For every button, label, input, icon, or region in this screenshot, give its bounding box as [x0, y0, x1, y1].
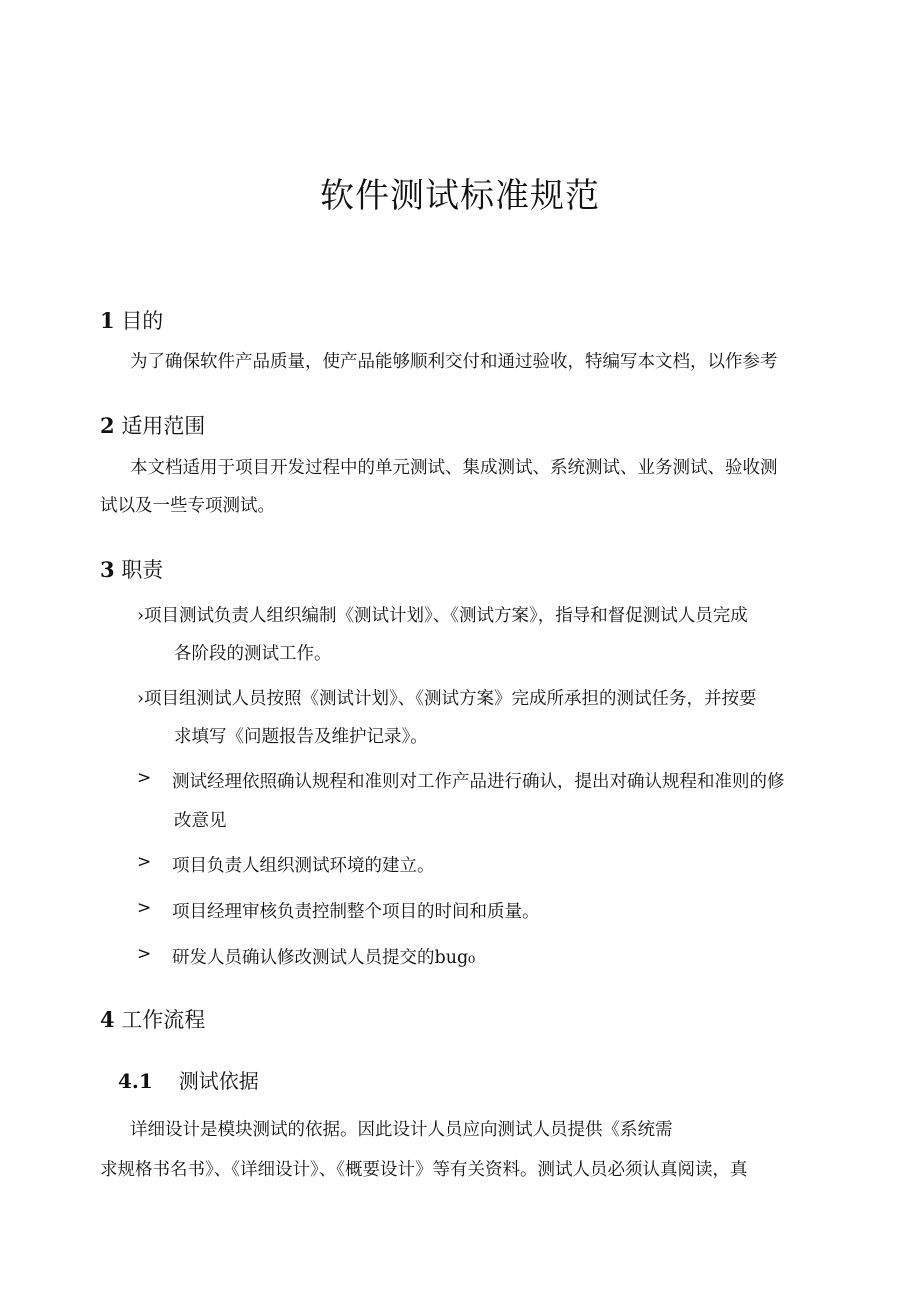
bullet-text-line-1: 项目负责人组织测试环境的建立。 [172, 856, 435, 876]
section-number: 4 [100, 1007, 115, 1032]
section-title: 职责 [121, 558, 164, 582]
section-title: 适用范围 [121, 414, 206, 438]
section-1-paragraph: 为了确保软件产品质量，使产品能够顺利交付和通过验收，特编写本文档，以作参考 [130, 352, 778, 372]
subsection-heading-4-1 [118, 1065, 259, 1094]
section-number: 1 [100, 308, 115, 333]
bullet-marker: › [137, 606, 144, 626]
section-heading-2 [100, 410, 205, 440]
bullet-marker: › [137, 689, 144, 709]
section-number: 2 [100, 413, 115, 438]
bullet-text-line-1: 项目经理审核负责控制整个项目的时间和质量。 [172, 902, 540, 922]
document-title: 软件测试标准规范 [320, 176, 600, 216]
section-heading-1 [100, 305, 163, 335]
section-2-paragraph-line-2: 试以及一些专项测试。 [100, 496, 275, 516]
section-4-1-paragraph-line-1: 详细设计是模块测试的依据。因此设计人员应向测试人员提供《系统需 [130, 1120, 673, 1140]
bullet-text-line-1: 项目组测试人员按照《测试计划》、《测试方案》完成所承担的测试任务，并按要 [144, 689, 757, 709]
bullet-marker: > [137, 768, 152, 788]
bullet-marker: > [137, 898, 152, 918]
bullet-text-line-1: 测试经理依照确认规程和准则对工作产品进行确认，提出对确认规程和准则的修 [172, 772, 785, 792]
bullet-text-line-1: 研发人员确认修改测试人员提交的bug₀ [172, 948, 476, 968]
section-title: 工作流程 [121, 1008, 206, 1032]
subsection-title: 测试依据 [178, 1069, 259, 1093]
responsibility-item [137, 602, 748, 627]
responsibility-item [137, 685, 757, 710]
bullet-text-line-2: 改意见 [174, 811, 227, 831]
section-2-paragraph-line-1: 本文档适用于项目开发过程中的单元测试、集成测试、系统测试、业务测试、验收测 [130, 458, 778, 478]
bullet-marker: > [137, 944, 152, 964]
bullet-text-line-2: 各阶段的测试工作。 [174, 644, 332, 664]
subsection-number: 4.1 [118, 1069, 153, 1093]
section-heading-3 [100, 554, 163, 584]
section-4-1-paragraph-line-2: 求规格书名书》、《详细设计》、《概要设计》等有关资料。测试人员必须认真阅读，真 [100, 1160, 748, 1180]
section-title: 目的 [121, 309, 164, 333]
bullet-text-line-2: 求填写《问题报告及维护记录》。 [174, 727, 428, 747]
section-number: 3 [100, 557, 115, 582]
bullet-marker: > [137, 852, 152, 872]
section-heading-4 [100, 1004, 205, 1034]
bullet-text-line-1: 项目测试负责人组织编制《测试计划》、《测试方案》，指导和督促测试人员完成 [144, 606, 748, 626]
